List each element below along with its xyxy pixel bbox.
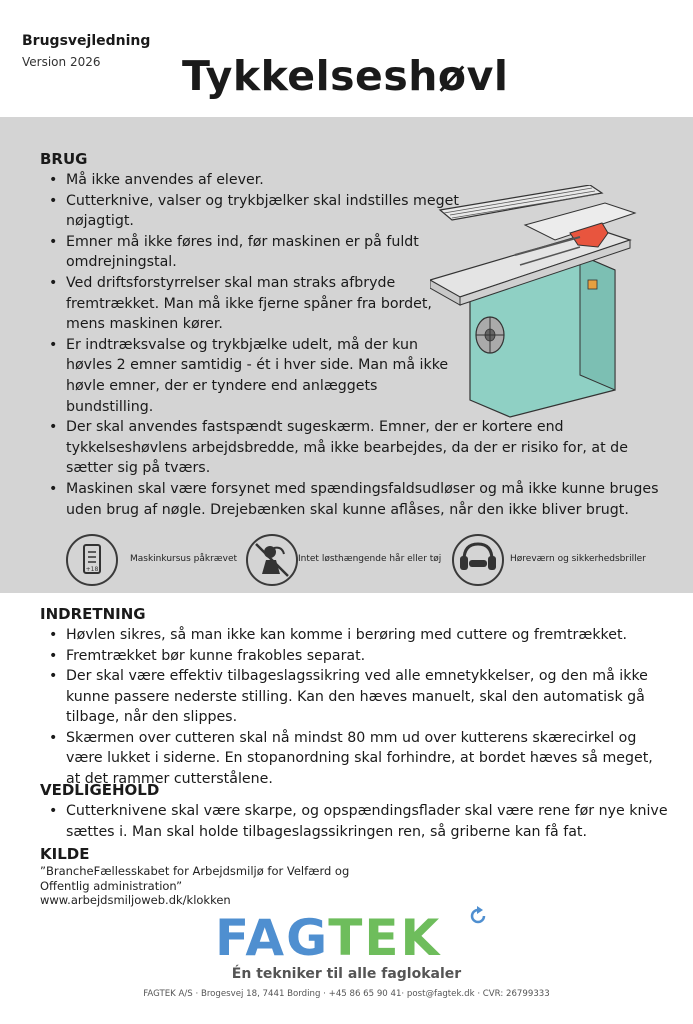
no-loose-hair-icon bbox=[246, 534, 298, 586]
list-item: • Ved driftsforstyrrelser skal man straks afbryde fremtrækket. Man må ikke fjerne spåner fra bordet, mens maskinen kører. bbox=[40, 273, 461, 335]
indretning-heading: INDRETNING bbox=[40, 605, 146, 623]
list-item: • Emner må ikke føres ind, før maskinen er på fuldt omdrejningstal. bbox=[40, 232, 461, 273]
brug-heading: BRUG bbox=[40, 150, 88, 168]
list-item: • Må ikke anvendes af elever. bbox=[40, 170, 461, 191]
machine-course-icon bbox=[66, 534, 118, 586]
list-item: • Er indtræksvalse og trykbjælke udelt, må der kun høvles 2 emner samtidig - ét i hver side. Man må ikke høvle emner, der er tyndere end anlæggets bundstilling. bbox=[40, 335, 461, 417]
indretning-list bbox=[40, 625, 670, 789]
source-line: ”BrancheFællesskabet for Arbejdsmiljø for Velfærd og bbox=[40, 864, 350, 878]
list-item: • Der skal anvendes fastspændt sugeskærm. Emner, der er kortere end tykkelseshøvlens arbejdsbredde, må ikke bearbejdes, da der er risiko for, at de sætter sig på tværs. bbox=[40, 417, 665, 479]
vedligehold-list bbox=[40, 801, 670, 842]
age-badge: +18 bbox=[85, 566, 99, 573]
list-item: • Cutterknive, valser og trykbjælker skal indstilles meget nøjagtigt. bbox=[40, 191, 461, 232]
thickness-planer-illustration bbox=[430, 185, 640, 420]
list-item: • Høvlen sikres, så man ikke kan komme i berøring med cuttere og fremtrækket. bbox=[40, 625, 670, 646]
fagtek-logo bbox=[215, 905, 490, 967]
logo-part-2: TEK bbox=[328, 909, 442, 967]
logo-part-1: FAG bbox=[215, 909, 329, 967]
list-item: • Maskinen skal være forsynet med spændingsfaldsudløser og må ikke kunne bruges uden brug af nøgle. Drejebænken skal kunne aflåses, når den ikke bliver brugt. bbox=[40, 479, 665, 520]
ear-eye-protection-icon bbox=[452, 534, 504, 586]
document-version: Version 2026 bbox=[22, 55, 101, 69]
source-url: www.arbejdsmiljoweb.dk/klokken bbox=[40, 893, 231, 907]
icon-label: Intet løsthængende hår eller tøj bbox=[298, 554, 442, 564]
safety-icons-row bbox=[60, 530, 660, 590]
kilde-heading: KILDE bbox=[40, 845, 90, 863]
tagline: Én tekniker til alle faglokaler bbox=[231, 966, 462, 982]
list-item: • Cutterknivene skal være skarpe, og opspændingsflader skal være rene før nye knive sættes i. Man skal holde tilbageslagssikringen ren, så griberne kan få fat. bbox=[40, 801, 670, 842]
header bbox=[0, 0, 693, 117]
icon-label: Maskinkursus påkrævet bbox=[130, 554, 238, 564]
source-text bbox=[40, 864, 349, 908]
source-line: Offentlig administration” bbox=[40, 878, 183, 893]
vedligehold-heading: VEDLIGEHOLD bbox=[40, 781, 160, 799]
document-type: Brugsvejledning bbox=[22, 33, 151, 49]
list-item: • Skærmen over cutteren skal nå mindst 80 mm ud over kutterens skærecirkel og være lukket i siderne. En stopanordning skal forhindre, at bordet hæves så meget, at det rammer cutterstålene. bbox=[40, 728, 670, 790]
list-item: • Der skal være effektiv tilbageslagssikring ved alle emnetykkelser, og den må ikke kunne passere nederste stilling. Kan den hæves manuelt, skal den automatisk gå tilbage, når den slippes. bbox=[40, 666, 670, 728]
list-item: • Fremtrækket bør kunne frakobles separat. bbox=[40, 646, 670, 667]
page-title: Tykkelseshøvl bbox=[182, 52, 509, 100]
icon-label: Høreværn og sikkerhedsbriller bbox=[510, 554, 646, 564]
refresh-arrow-icon bbox=[467, 905, 489, 927]
footer-contact: FAGTEK A/S · Brogesvej 18, 7441 Bording · +45 86 65 90 41· post@fagtek.dk · CVR: 26799333 bbox=[143, 989, 550, 999]
